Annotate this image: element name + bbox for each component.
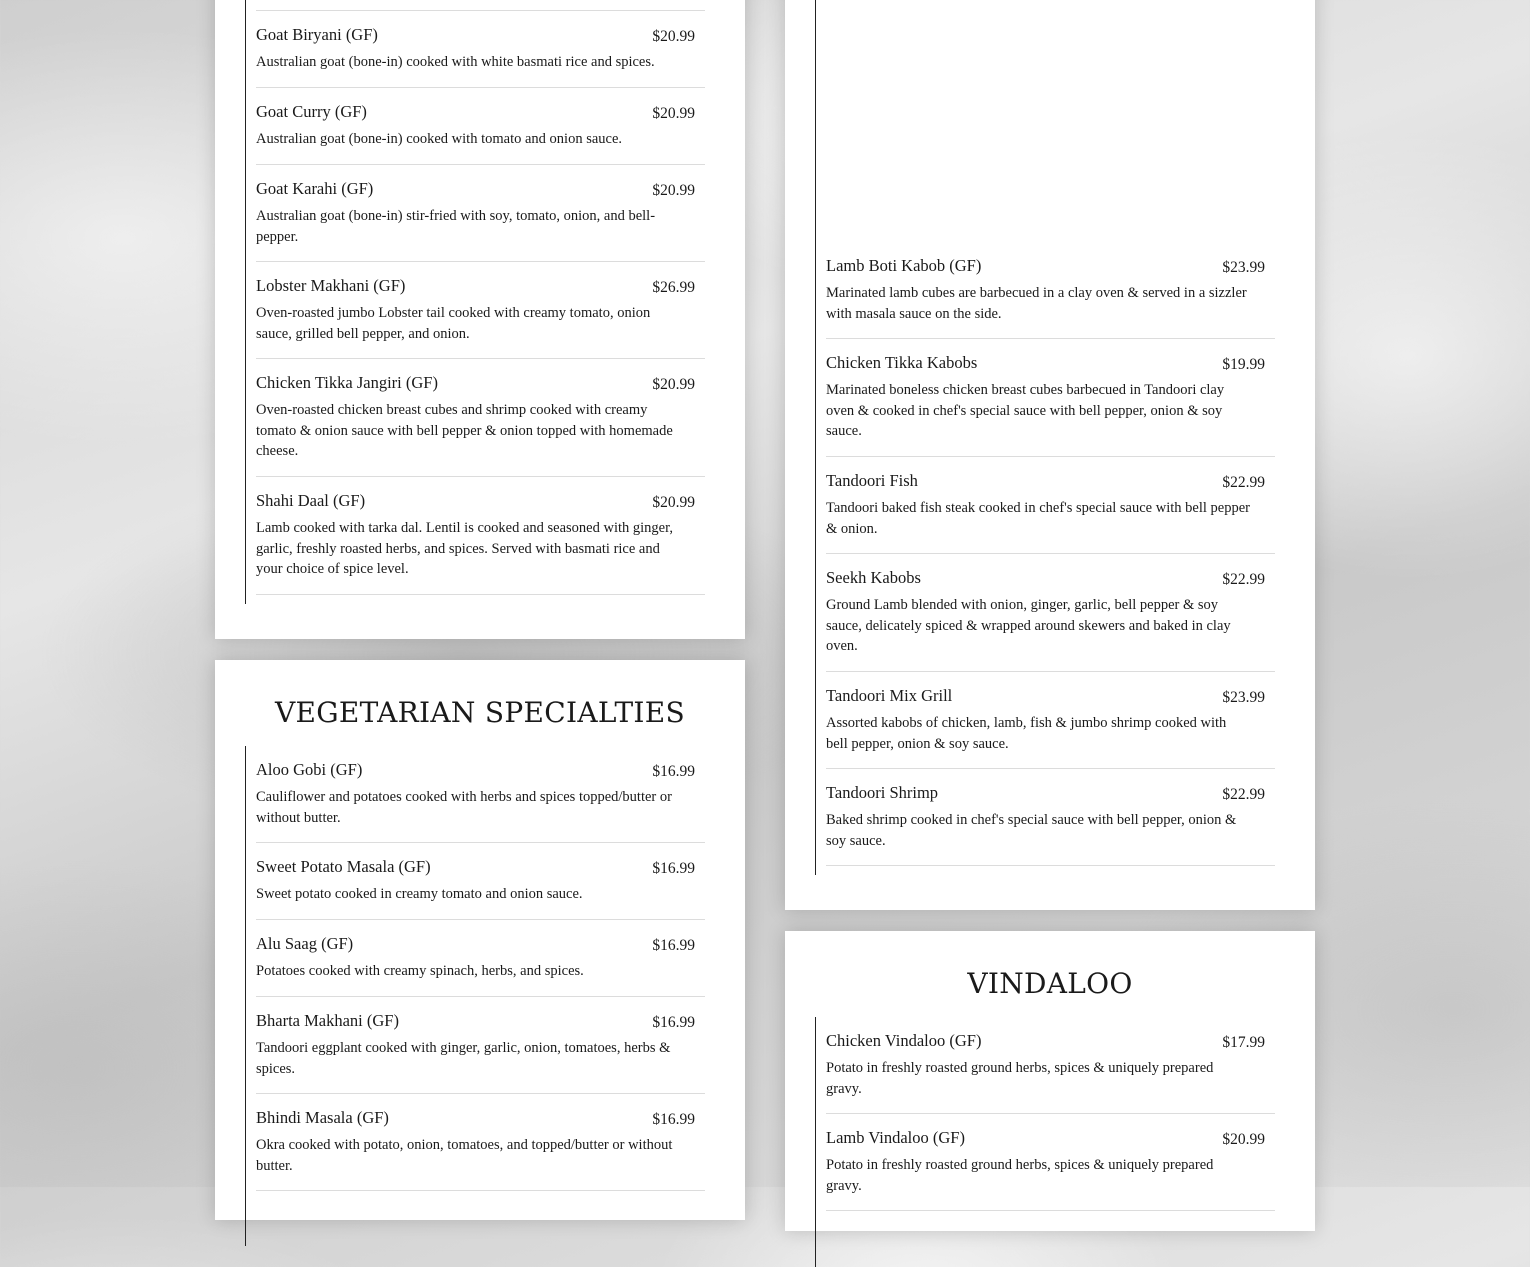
menu-item-price: $23.99 (1222, 259, 1265, 276)
menu-item-description: Australian goat (bone-in) stir-fried with soy, tomato, onion, and bell-pepper. (256, 208, 656, 245)
menu-item-description: Potato in freshly roasted ground herbs, spices & uniquely prepared gravy. (826, 1157, 1214, 1194)
menu-item-name: Lamb Vindaloo (GF) (826, 1128, 965, 1147)
menu-item (256, 359, 705, 477)
menu-item-price: $16.99 (652, 763, 695, 780)
menu-item-name: Shahi Daal (GF) (256, 491, 366, 510)
menu-item-name: Goat Karahi (GF) (256, 179, 374, 198)
menu-item (256, 165, 705, 262)
menu-item-description: Potato in freshly roasted ground herbs, spices & uniquely prepared gravy. (826, 1060, 1214, 1097)
menu-item-price: $22.99 (1222, 571, 1265, 588)
menu-item-description: Marinated boneless chicken breast cubes barbecued in Tandoori clay oven & cooked in chef's special sauce with bell pepper, onion & soy sauce. (826, 382, 1225, 439)
menu-item-name: Tandoori Mix Grill (826, 686, 953, 705)
menu-item-name: Sweet Potato Masala (GF) (256, 857, 431, 876)
menu-item-name: Chicken Tikka Kabobs (826, 353, 978, 372)
section-title: VINDALOO (967, 967, 1133, 1000)
menu-item (256, 746, 705, 843)
menu-item (256, 88, 705, 165)
menu-item-price: $16.99 (652, 860, 695, 877)
menu-section-card (785, 0, 1315, 910)
menu-item-price: $23.99 (1222, 689, 1265, 706)
list-divider (256, 0, 705, 11)
menu-item (256, 920, 705, 997)
menu-item (256, 11, 705, 88)
menu-item-name: Alu Saag (GF) (256, 934, 354, 953)
menu-item-list (815, 1017, 1275, 1267)
menu-item-price: $20.99 (652, 376, 695, 393)
menu-section-card (215, 0, 745, 639)
menu-item-description: Oven-roasted jumbo Lobster tail cooked with creamy tomato, onion sauce, grilled bell pepper, and onion. (256, 305, 651, 342)
menu-item-description: Ground Lamb blended with onion, ginger, garlic, bell pepper & soy sauce, delicately spiced & wrapped around skewers and baked in clay oven. (826, 597, 1231, 654)
menu-item-price: $16.99 (652, 937, 695, 954)
menu-item-price: $22.99 (1222, 786, 1265, 803)
menu-item (256, 477, 705, 595)
menu-item-description: Assorted kabobs of chicken, lamb, fish & jumbo shrimp cooked with bell pepper, onion & soy sauce. (826, 715, 1227, 752)
menu-item (256, 997, 705, 1094)
menu-item-price: $20.99 (652, 494, 695, 511)
menu-item (826, 339, 1275, 457)
menu-item (256, 843, 705, 920)
menu-item-description: Okra cooked with potato, onion, tomatoes, and topped/butter or without butter. (256, 1137, 673, 1174)
menu-item-description: Cauliflower and potatoes cooked with herbs and spices topped/butter or without butter. (256, 789, 672, 826)
menu-item-price: $20.99 (1222, 1131, 1265, 1148)
menu-item-price: $20.99 (652, 182, 695, 199)
menu-item-name: Seekh Kabobs (826, 568, 921, 587)
menu-item (826, 769, 1275, 866)
menu-item-description: Baked shrimp cooked in chef's special sauce with bell pepper, onion & soy sauce. (826, 812, 1237, 849)
menu-item (826, 554, 1275, 672)
menu-item-list (815, 0, 1275, 875)
menu-item-price: $26.99 (652, 279, 695, 296)
section-title: VEGETARIAN SPECIALTIES (274, 696, 686, 729)
menu-item-name: Tandoori Fish (826, 471, 918, 490)
blank-area (826, 0, 1275, 242)
menu-item-price: $17.99 (1222, 1034, 1265, 1051)
menu-item-description: Lamb cooked with tarka dal. Lentil is cooked and seasoned with ginger, garlic, freshly roasted herbs, and spices. Served with basmati rice and your choice of spice level. (256, 520, 673, 577)
menu-item-name: Goat Biryani (GF) (256, 25, 378, 44)
menu-item-name: Lobster Makhani (GF) (256, 276, 406, 295)
menu-item-name: Aloo Gobi (GF) (256, 760, 363, 779)
menu-item (826, 457, 1275, 554)
menu-item-description: Marinated lamb cubes are barbecued in a clay oven & served in a sizzler with masala sauce on the side. (826, 285, 1247, 322)
menu-item-price: $16.99 (652, 1014, 695, 1031)
menu-item-price: $16.99 (652, 1111, 695, 1128)
menu-item (826, 242, 1275, 339)
menu-item-description: Tandoori eggplant cooked with ginger, garlic, onion, tomatoes, herbs & spices. (256, 1040, 671, 1077)
menu-item (826, 1114, 1275, 1211)
menu-item-price: $22.99 (1222, 474, 1265, 491)
menu-section-card (215, 660, 745, 1220)
menu-item-price: $19.99 (1222, 356, 1265, 373)
menu-item-name: Goat Curry (GF) (256, 102, 367, 121)
menu-item (256, 262, 705, 359)
menu-item-name: Chicken Vindaloo (GF) (826, 1031, 982, 1050)
menu-section-card (785, 931, 1315, 1231)
menu-item-description: Oven-roasted chicken breast cubes and shrimp cooked with creamy tomato & onion sauce with bell pepper & onion topped with homemade cheese. (256, 402, 673, 459)
menu-item-description: Australian goat (bone-in) cooked with tomato and onion sauce. (256, 131, 623, 147)
menu-item-list (245, 0, 705, 604)
menu-item (826, 1017, 1275, 1114)
menu-item (256, 1094, 705, 1191)
menu-item-name: Bharta Makhani (GF) (256, 1011, 399, 1030)
menu-item-description: Tandoori baked fish steak cooked in chef's special sauce with bell pepper & onion. (826, 500, 1250, 537)
menu-item-name: Chicken Tikka Jangiri (GF) (256, 373, 438, 392)
menu-item-name: Lamb Boti Kabob (GF) (826, 256, 982, 275)
menu-item-description: Australian goat (bone-in) cooked with white basmati rice and spices. (256, 54, 655, 70)
menu-item-price: $20.99 (652, 28, 695, 45)
menu-item-name: Bhindi Masala (GF) (256, 1108, 389, 1127)
menu-item-description: Potatoes cooked with creamy spinach, herbs, and spices. (256, 963, 584, 979)
menu-item-list (245, 746, 705, 1246)
menu-item (826, 672, 1275, 769)
menu-item-name: Tandoori Shrimp (826, 783, 939, 802)
menu-item-description: Sweet potato cooked in creamy tomato and onion sauce. (256, 886, 583, 902)
menu-item-price: $20.99 (652, 105, 695, 122)
